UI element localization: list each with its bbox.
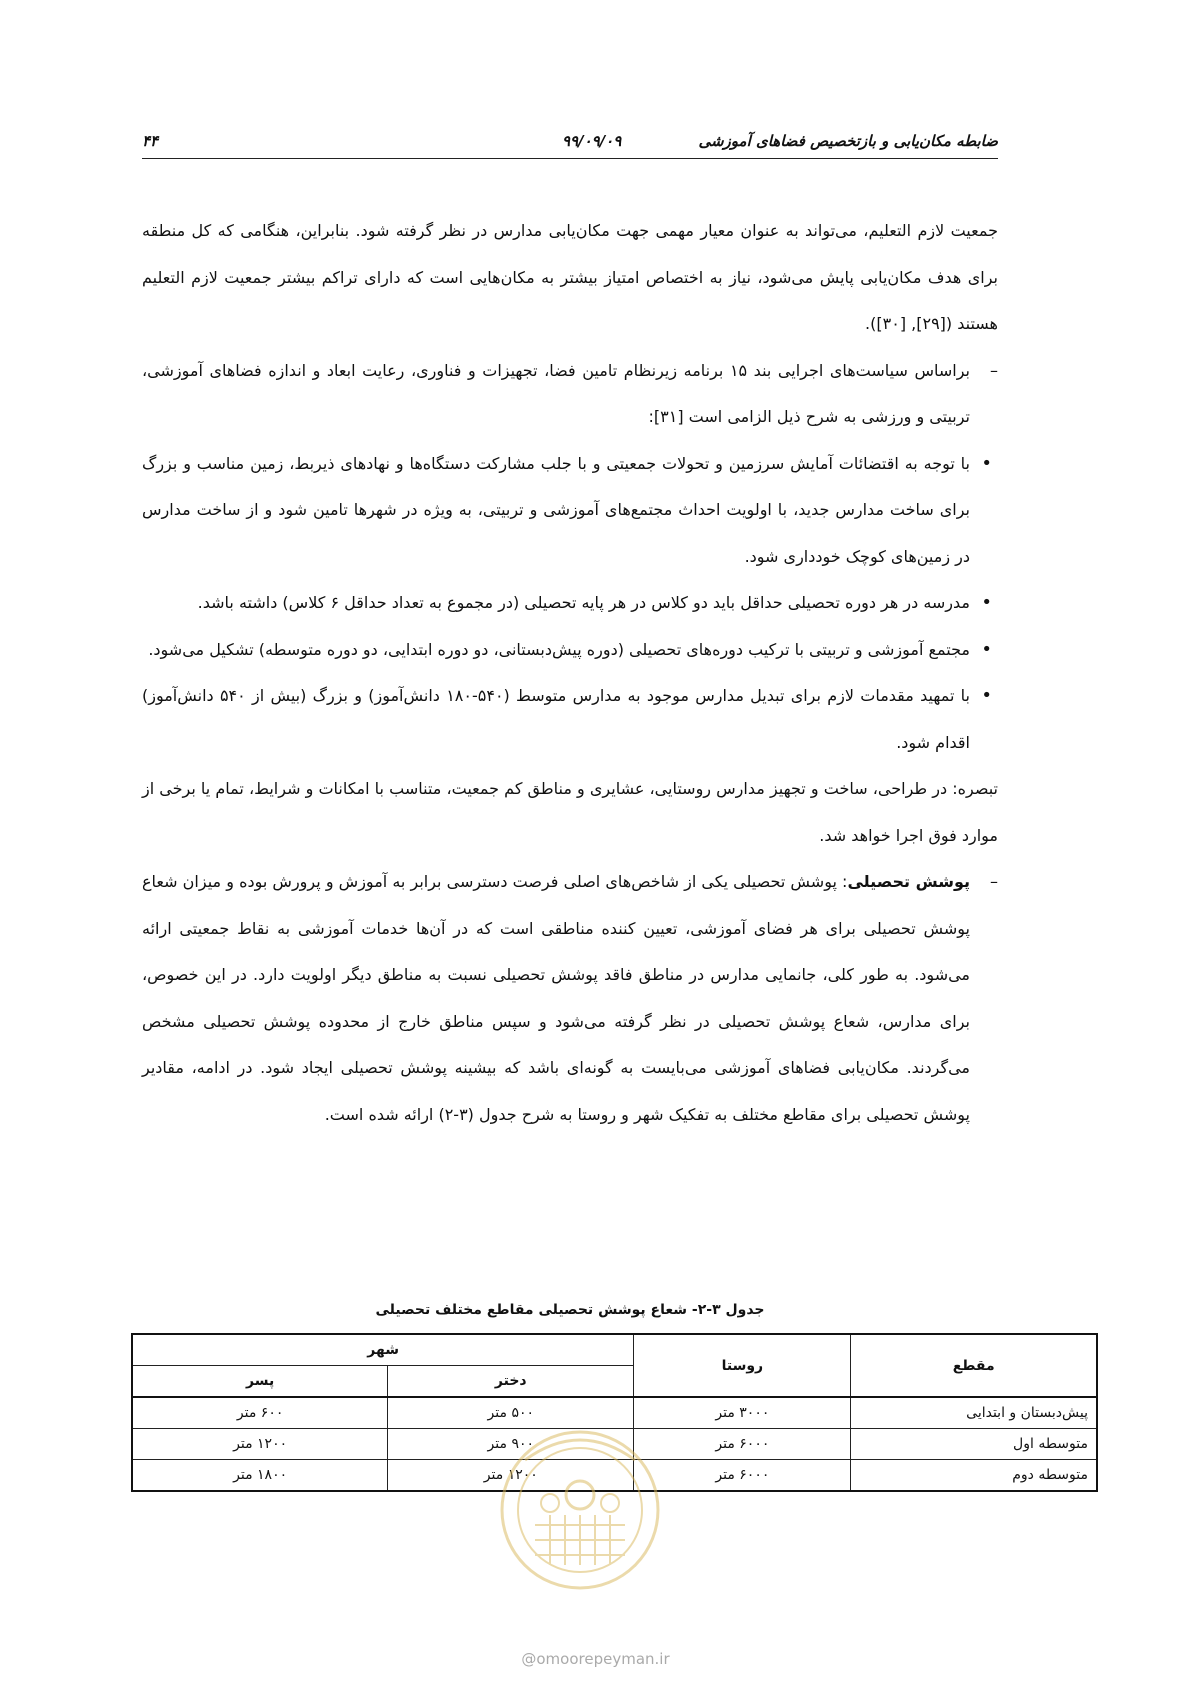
coverage-description: : پوشش تحصیلی یکی از شاخص‌های اصلی فرصت دسترسی برابر به آموزش و پرورش بوده و میزان شعاع پوشش تحصیلی برای هر فضای آموزشی، تعیین کننده مناطقی است که در آن‌ها خدمات آموزشی به نقاط جمعیتی ارائه می‌شود. به طور کلی، جانمایی مدارس در مناطق فاقد پوشش تحصیلی نسبت به مناطق دیگر اولویت دارد. در این خصوص، برای مدارس، شعاع پوشش تحصیلی در نظر گرفته می‌شود و سپس مناطق خارج از محدوده پوشش تحصیلی مشخص می‌گردند. مکان‌یابی فضاهای آموزشی می‌بایست به گونه‌ای باشد که بیشینه پوشش تحصیلی ایجاد شود. در ادامه، مقادیر پوشش تحصیلی برای مقاطع مختلف به تفکیک شهر و روستا به شرح جدول (۳-۲) ارائه شده است.: [142, 872, 970, 1124]
cell-boy: ۶۰۰ متر: [132, 1397, 388, 1429]
paragraph: جمعیت لازم التعلیم، می‌تواند به عنوان معیار مهمی جهت مکان‌یابی مدارس در نظر گرفته شود. بنابراین، هنگامی که کل منطقه برای هدف مکان‌یابی پایش می‌شود، نیاز به اختصاص امتیاز بیشتر به مکان‌هایی است که دارای تراکم بیشتر جمعیت لازم التعلیم هستند ([۲۹], [۳۰]).: [142, 221, 998, 333]
bullet-item: • با تمهید مقدمات لازم برای تبدیل مدارس موجود به مدارس متوسط (۵۴۰-۱۸۰ دانش‌آموز) و بزرگ (بیش از ۵۴۰ دانش‌آموز) اقدام شود.: [142, 673, 998, 766]
note-paragraph: تبصره: در طراحی، ساخت و تجهیز مدارس روستایی، عشایری و مناطق کم جمعیت، متناسب با امکانات و شرایط، تمام یا برخی از موارد فوق اجرا خواهد شد.: [142, 779, 998, 845]
page-number: ۴۴: [142, 132, 159, 150]
coverage-term: پوشش تحصیلی: [847, 872, 970, 891]
document-date: ۹۹/۰۹/۰۹: [562, 132, 622, 150]
cell-girl: ۵۰۰ متر: [388, 1397, 634, 1429]
bullet-item: • مجتمع آموزشی و تربیتی با ترکیب دوره‌های تحصیلی (دوره پیش‌دبستانی، دو دوره ابتدایی، دو دوره متوسطه) تشکیل می‌شود.: [142, 627, 998, 674]
cell-level: متوسطه دوم: [851, 1460, 1097, 1492]
cell-level: متوسطه اول: [851, 1429, 1097, 1460]
bullet-item: • با توجه به اقتضائات آمایش سرزمین و تحولات جمعیتی و با جلب مشارکت دستگاه‌ها و نهادهای ذیربط، زمین مناسب و بزرگ برای ساخت مدارس جدید، با اولویت احداث مجتمع‌های آموزشی و تربیتی، به ویژه در شهرها تامین شود و از ساخت مدارس در زمین‌های کوچک خودداری شود.: [142, 441, 998, 581]
table-caption: جدول ۳-۲- شعاع پوشش تحصیلی مقاطع مختلف تحصیلی: [375, 1302, 765, 1318]
cell-village: ۶۰۰۰ متر: [634, 1460, 851, 1492]
cell-girl: ۹۰۰ متر: [388, 1429, 634, 1460]
document-title: ضابطه مکان‌یابی و بازتخصیص فضاهای آموزشی: [698, 132, 998, 150]
header-level: مقطع: [851, 1334, 1097, 1397]
cell-boy: ۱۲۰۰ متر: [132, 1429, 388, 1460]
watermark-logo-icon: [455, 1415, 705, 1595]
cell-village: ۶۰۰۰ متر: [634, 1429, 851, 1460]
cell-level: پیش‌دبستان و ابتدایی: [851, 1397, 1097, 1429]
dash-item: – براساس سیاست‌های اجرایی بند ۱۵ برنامه زیرنظام تامین فضا، تجهیزات و فناوری، رعایت ابعاد و اندازه فضاهای آموزشی، تربیتی و ورزشی به شرح ذیل الزامی است [۳۱]:: [142, 348, 998, 441]
watermark-logo: [455, 1415, 705, 1595]
body-text: [142, 208, 998, 1138]
watermark-site: @omoorepeyman.ir: [521, 1650, 670, 1668]
dash-item-coverage: [142, 859, 998, 1138]
bullet-item: • مدرسه در هر دوره تحصیلی حداقل باید دو کلاس در هر پایه تحصیلی (در مجموع به تعداد حداقل ۶ کلاس) داشته باشد.: [142, 580, 998, 627]
cell-village: ۳۰۰۰ متر: [634, 1397, 851, 1429]
page-header: [142, 128, 998, 168]
header-city: شهر: [132, 1334, 634, 1366]
cell-boy: ۱۸۰۰ متر: [132, 1460, 388, 1492]
header-girl: دختر: [388, 1366, 634, 1398]
header-boy: پسر: [132, 1366, 388, 1398]
header-village: روستا: [634, 1334, 851, 1397]
cell-girl: ۱۲۰۰ متر: [388, 1460, 634, 1492]
header-divider: [142, 158, 998, 159]
